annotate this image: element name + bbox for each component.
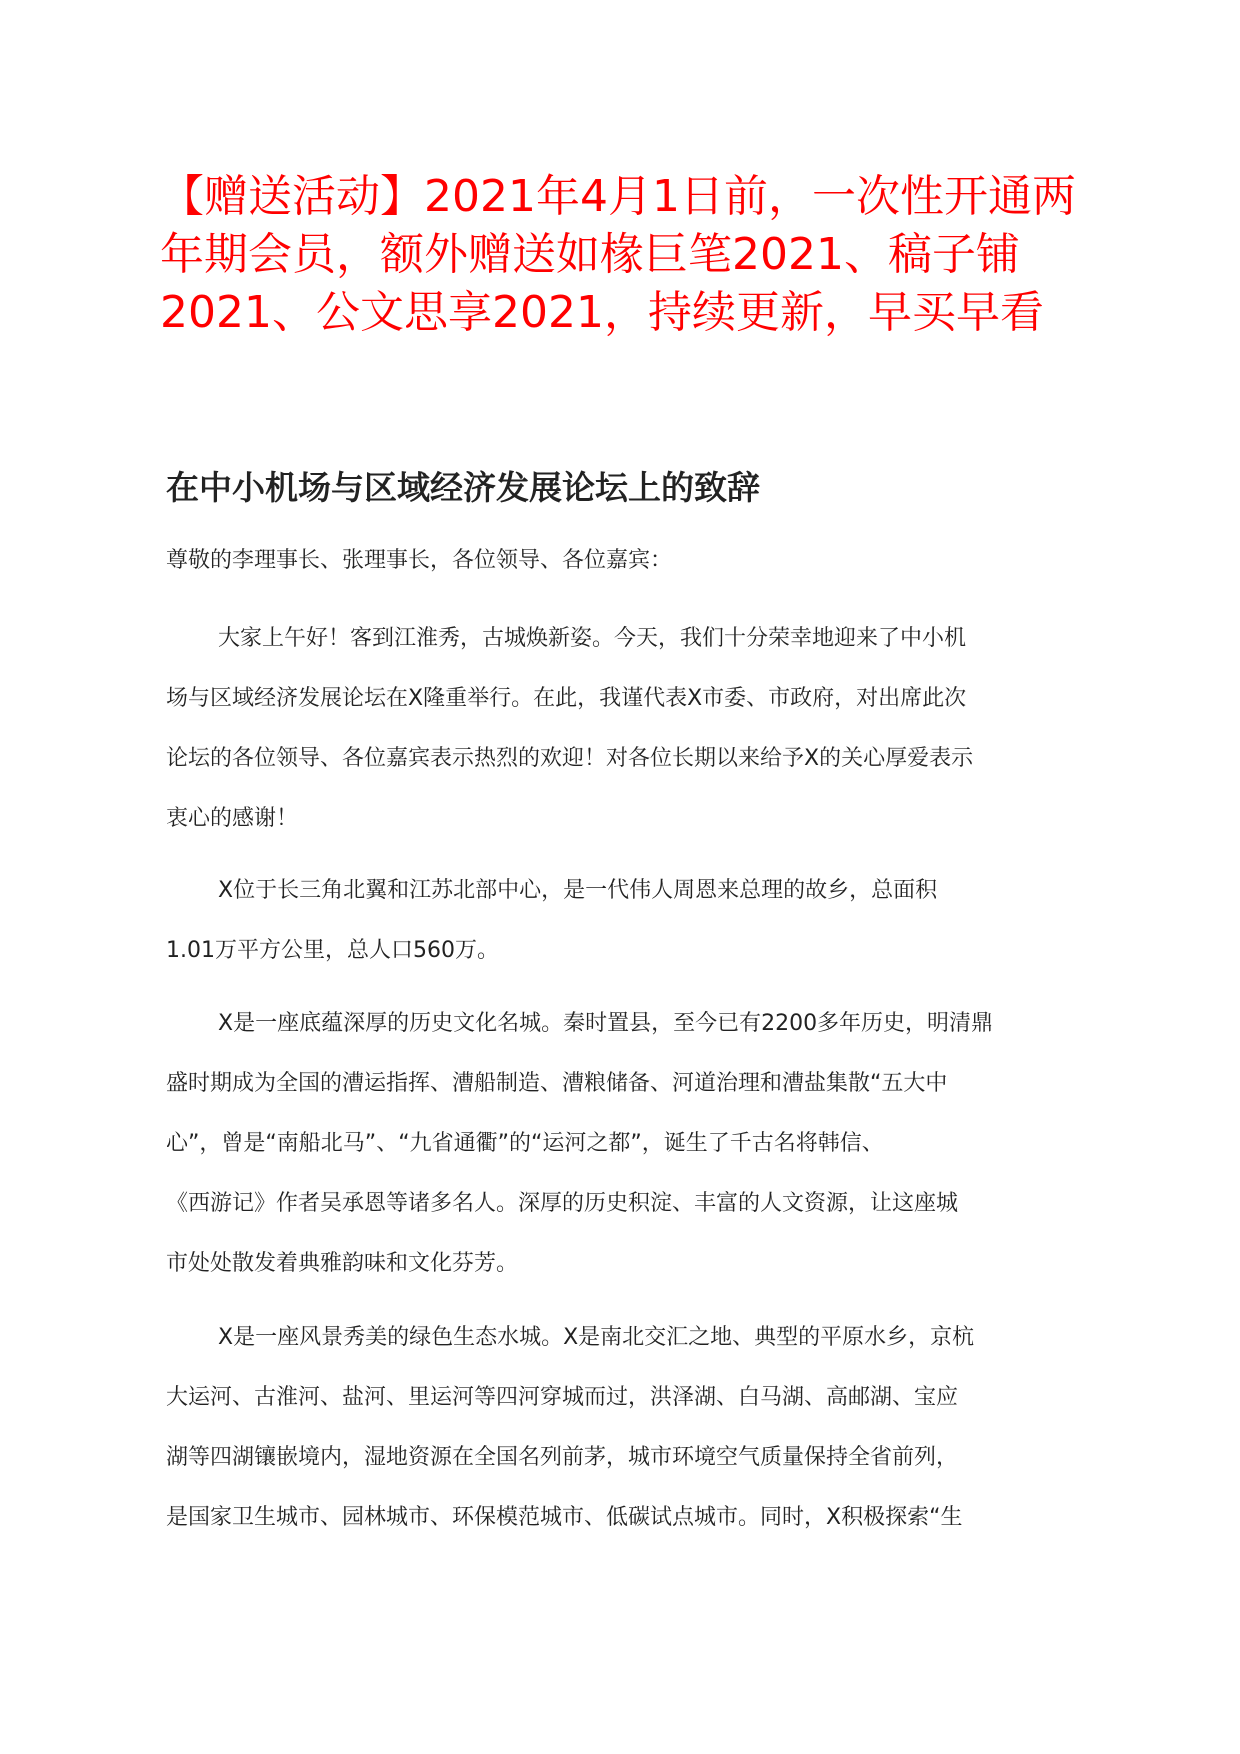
paragraph-line: 湖等四湖镶嵌境内，湿地资源在全国名列前茅，城市环境空气质量保持全省前列， <box>166 1445 959 1470</box>
paragraph-line: 衷心的感谢！ <box>166 806 299 831</box>
promo-line: 【赠送活动】2021年4月1日前，一次性开通两 <box>160 171 1076 222</box>
promo-banner <box>160 168 1140 342</box>
paragraph-line: 市处处散发着典雅韵味和文化芬芳。 <box>166 1251 519 1276</box>
paragraph-line: 场与区域经济发展论坛在X隆重举行。在此，我谨代表X市委、市政府，对出席此次 <box>166 686 967 711</box>
promo-line: 年期会员，额外赠送如椽巨笔2021、稿子铺 <box>160 229 1020 280</box>
paragraph-line: 《西游记》作者吴承恩等诸多名人。深厚的历史积淀、丰富的人文资源，让这座城 <box>166 1191 959 1216</box>
paragraph-ecology <box>166 1323 1106 1563</box>
paragraph-history <box>166 1009 1106 1309</box>
paragraph-line: 盛时期成为全国的漕运指挥、漕船制造、漕粮储备、河道治理和漕盐集散“五大中 <box>166 1071 948 1096</box>
paragraph-line: 心”，曾是“南船北马”、“九省通衢”的“运河之都”，诞生了千古名将韩信、 <box>166 1131 884 1156</box>
salutation: 尊敬的李理事长、张理事长，各位领导、各位嘉宾： <box>166 548 673 573</box>
paragraph-greeting <box>166 624 1106 864</box>
paragraph-location <box>166 876 1106 996</box>
paragraph-line: 1.01万平方公里，总人口560万。 <box>166 938 499 963</box>
promo-line: 2021、公文思享2021，持续更新，早买早看 <box>160 287 1044 338</box>
paragraph-line: X是一座底蕴深厚的历史文化名城。秦时置县，至今已有2200多年历史，明清鼎 <box>218 1011 994 1036</box>
document-title: 在中小机场与区域经济发展论坛上的致辞 <box>166 468 760 507</box>
paragraph-line: 是国家卫生城市、园林城市、环保模范城市、低碳试点城市。同时，X积极探索“生 <box>166 1505 963 1530</box>
paragraph-line: 大家上午好！客到江淮秀，古城焕新姿。今天，我们十分荣幸地迎来了中小机 <box>218 626 967 651</box>
paragraph-line: X是一座风景秀美的绿色生态水城。X是南北交汇之地、典型的平原水乡，京杭 <box>218 1325 975 1350</box>
paragraph-line: 大运河、古淮河、盐河、里运河等四河穿城而过，洪泽湖、白马湖、高邮湖、宝应 <box>166 1385 959 1410</box>
paragraph-line: 论坛的各位领导、各位嘉宾表示热烈的欢迎！对各位长期以来给予X的关心厚爱表示 <box>166 746 974 771</box>
paragraph-line: X位于长三角北翼和江苏北部中心，是一代伟人周恩来总理的故乡，总面积 <box>218 878 938 903</box>
